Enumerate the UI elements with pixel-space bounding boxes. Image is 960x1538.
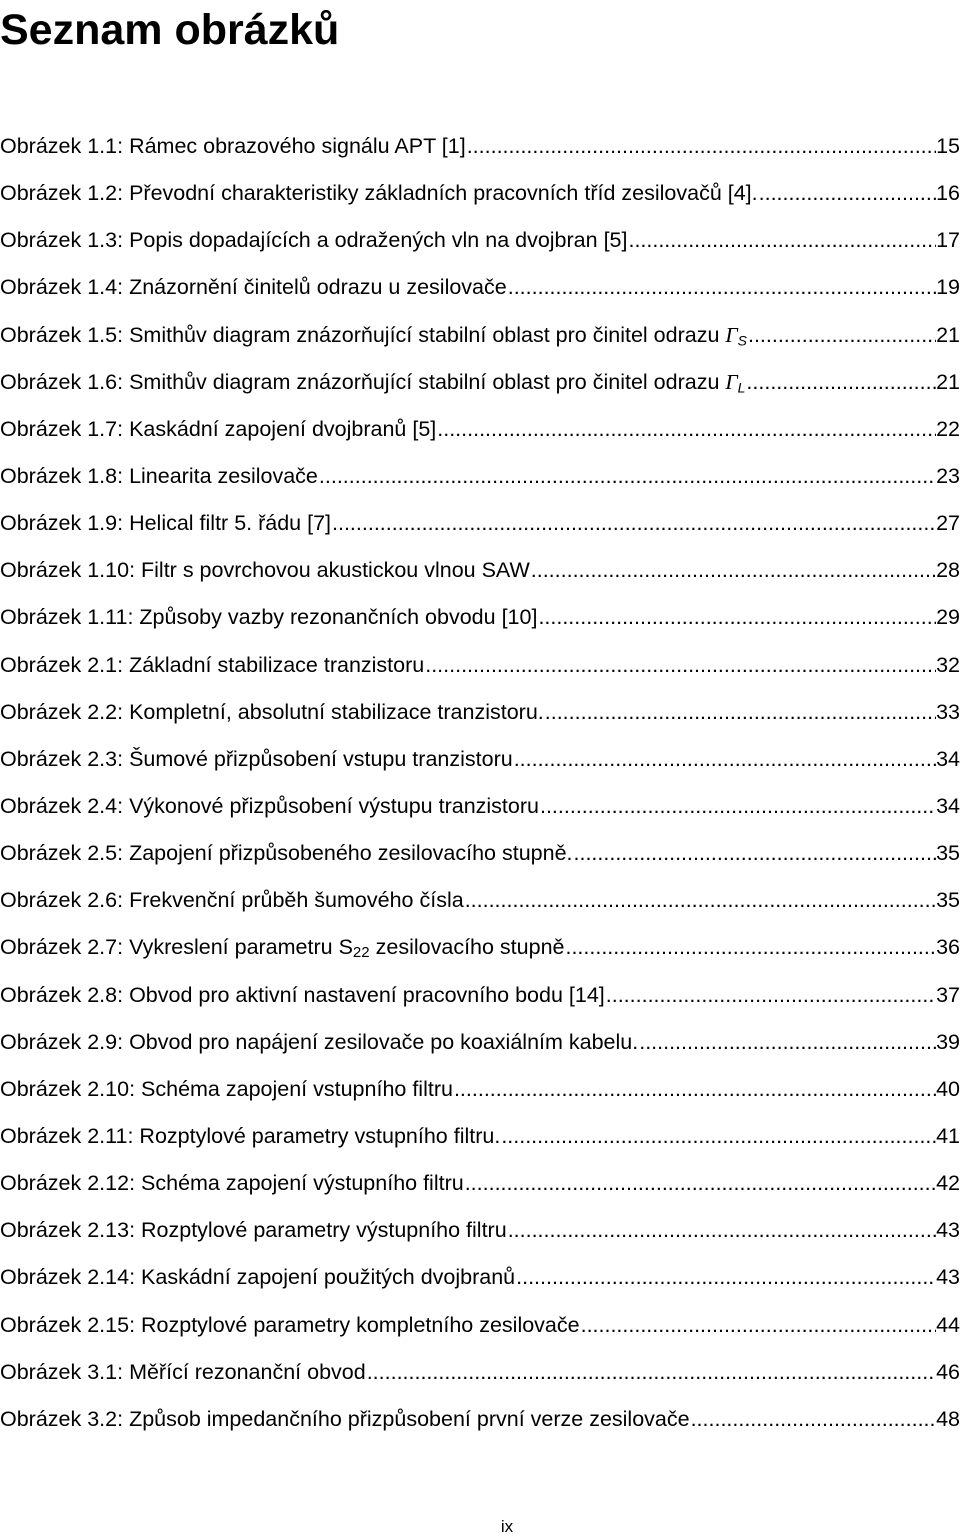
- page-number: ix: [500, 1517, 514, 1536]
- entry-label-text: Obrázek 2.7: Vykreslení parametru S: [0, 935, 353, 960]
- reflection-coefficient-symbol: Γ: [725, 322, 738, 347]
- entry-label-text: Obrázek 1.7: Kaskádní zapojení dvojbranů [5]: [0, 416, 437, 441]
- entry-label: [0, 830, 573, 877]
- entry-page-number: 39: [936, 1029, 960, 1054]
- toc-entry[interactable]: [0, 453, 960, 500]
- entry-label: [0, 689, 544, 736]
- entry-label-text: Obrázek 1.9: Helical filtr 5. řádu [7]: [0, 511, 332, 536]
- symbol-subscript: S: [737, 332, 747, 349]
- entry-label: [0, 877, 464, 924]
- entry-page-number: 28: [936, 558, 960, 583]
- entry-page-number: 41: [936, 1123, 960, 1148]
- entry-label-text: Obrázek 2.3: Šumové přizpůsobení vstupu tranzistoru: [0, 746, 513, 771]
- entry-label-text: Obrázek 2.12: Schéma zapojení výstupního filtru: [0, 1171, 464, 1196]
- toc-entry[interactable]: [0, 1207, 960, 1254]
- reflection-coefficient-symbol: Γ: [725, 369, 738, 394]
- entry-label-text: Obrázek 2.2: Kompletní, absolutní stabilizace tranzistoru.: [0, 699, 544, 724]
- entry-label: [0, 217, 627, 264]
- dot-leader: [691, 1396, 937, 1443]
- entry-page-number: 35: [936, 841, 960, 866]
- dot-leader: [437, 406, 936, 453]
- toc-entry[interactable]: [0, 1160, 960, 1207]
- dot-leader: [467, 123, 936, 170]
- entry-label: [0, 123, 466, 170]
- entry-label-text: Obrázek 2.14: Kaskádní zapojení použitých dvojbranů: [0, 1265, 516, 1290]
- entry-label: [0, 594, 537, 641]
- toc-entry[interactable]: [0, 170, 960, 217]
- entry-label: [0, 1207, 507, 1254]
- toc-entry[interactable]: [0, 783, 960, 830]
- entry-label: [0, 783, 539, 830]
- dot-leader: [545, 689, 936, 736]
- entry-label: [0, 1302, 580, 1349]
- entry-page-number: 16: [936, 181, 960, 206]
- entry-label: [0, 1113, 500, 1160]
- dot-leader: [465, 877, 936, 924]
- toc-entry[interactable]: [0, 972, 960, 1019]
- entry-label-text: Obrázek 1.4: Znázornění činitelů odrazu u zesilovače: [0, 275, 507, 300]
- entry-label: [0, 1396, 690, 1443]
- entry-page-number: 15: [936, 134, 960, 158]
- dot-leader: [606, 972, 936, 1019]
- toc-entry[interactable]: [0, 1349, 960, 1396]
- dot-leader: [628, 217, 936, 264]
- toc-entry[interactable]: [0, 1113, 960, 1160]
- toc-entry[interactable]: [0, 877, 960, 924]
- entry-label-text: Obrázek 3.2: Způsob impedančního přizpůsobení první verze zesilovače: [0, 1406, 690, 1431]
- toc-entry[interactable]: [0, 547, 960, 594]
- entry-page-number: 43: [936, 1218, 960, 1243]
- list-of-figures: [0, 123, 960, 1443]
- entry-label-text: Obrázek 2.6: Frekvenční průběh šumového čísla: [0, 888, 464, 913]
- entry-label: [0, 1019, 638, 1066]
- dot-leader: [367, 1349, 936, 1396]
- entry-label: [0, 1349, 366, 1396]
- entry-label: [0, 406, 436, 453]
- entry-label-continuation: zesilovacího stupně: [369, 935, 565, 960]
- symbol-subscript: L: [737, 379, 746, 396]
- dot-leader: [746, 359, 936, 406]
- toc-entry[interactable]: [0, 217, 960, 264]
- dot-leader: [565, 924, 936, 971]
- toc-entry[interactable]: [0, 264, 960, 311]
- entry-page-number: 23: [936, 463, 960, 488]
- toc-entry[interactable]: [0, 594, 960, 641]
- toc-entry[interactable]: [0, 1302, 960, 1349]
- entry-label-text: Obrázek 1.6: Smithův diagram znázorňující stabilní oblast pro činitel odrazu: [0, 369, 720, 394]
- entry-label-text: Obrázek 1.10: Filtr s povrchovou akustickou vlnou SAW: [0, 558, 530, 583]
- dot-leader: [759, 170, 936, 217]
- dot-leader: [465, 1160, 936, 1207]
- entry-page-number: 34: [936, 746, 960, 771]
- entry-label: [0, 972, 605, 1019]
- dot-leader: [639, 1019, 936, 1066]
- entry-label-text: Obrázek 1.11: Způsoby vazby rezonančních obvodu [10]: [0, 605, 538, 630]
- dot-leader: [574, 830, 937, 877]
- entry-page-number: 19: [936, 275, 960, 300]
- entry-page-number: 33: [936, 699, 960, 724]
- entry-label: [0, 736, 513, 783]
- toc-entry[interactable]: [0, 642, 960, 689]
- entry-label-text: Obrázek 1.5: Smithův diagram znázorňující stabilní oblast pro činitel odrazu: [0, 322, 720, 347]
- dot-leader: [319, 453, 936, 500]
- entry-page-number: 34: [936, 793, 960, 818]
- dot-leader: [454, 1066, 936, 1113]
- entry-label-text: Obrázek 2.5: Zapojení přizpůsobeného zesilovacího stupně.: [0, 841, 573, 866]
- dot-leader: [508, 1207, 936, 1254]
- entry-page-number: 36: [936, 935, 960, 960]
- entry-page-number: 27: [936, 511, 960, 536]
- entry-label: [0, 1066, 453, 1113]
- entry-page-number: 22: [936, 416, 960, 441]
- entry-page-number: 48: [936, 1406, 960, 1431]
- entry-label-text: Obrázek 2.4: Výkonové přizpůsobení výstupu tranzistoru: [0, 793, 539, 818]
- entry-label: [0, 359, 745, 411]
- toc-entry[interactable]: [0, 830, 960, 877]
- dot-leader: [501, 1113, 936, 1160]
- entry-label: [0, 264, 507, 311]
- dot-leader: [425, 642, 936, 689]
- entry-label: [0, 1254, 515, 1301]
- entry-label: [0, 1160, 464, 1207]
- dot-leader: [531, 547, 936, 594]
- page-title: Seznam obrázků: [0, 6, 340, 54]
- entry-page-number: 37: [936, 982, 960, 1007]
- entry-page-number: 40: [936, 1076, 960, 1101]
- entry-label: [0, 312, 747, 364]
- entry-label-text: Obrázek 2.15: Rozptylové parametry kompletního zesilovače: [0, 1312, 580, 1337]
- toc-entry[interactable]: [0, 500, 960, 547]
- entry-page-number: 17: [936, 228, 960, 253]
- entry-label: [0, 170, 758, 217]
- entry-label-text: Obrázek 2.1: Základní stabilizace tranzistoru: [0, 652, 425, 677]
- entry-label-text: Obrázek 2.8: Obvod pro aktivní nastavení pracovního bodu [14]: [0, 982, 605, 1007]
- dot-leader: [332, 500, 936, 547]
- entry-page-number: 32: [936, 652, 960, 677]
- entry-page-number: 35: [936, 888, 960, 913]
- entry-page-number: 21: [936, 322, 960, 347]
- entry-label-text: Obrázek 2.9: Obvod pro napájení zesilovače po koaxiálním kabelu.: [0, 1029, 639, 1054]
- toc-entry[interactable]: [0, 123, 960, 170]
- entry-label-text: Obrázek 2.11: Rozptylové parametry vstupního filtru.: [0, 1123, 501, 1148]
- entry-page-number: 43: [936, 1265, 960, 1290]
- entry-label: [0, 453, 318, 500]
- dot-leader: [538, 594, 936, 641]
- entry-page-number: 42: [936, 1171, 960, 1196]
- toc-entry[interactable]: [0, 1396, 960, 1443]
- toc-entry[interactable]: [0, 924, 960, 971]
- entry-label-text: Obrázek 2.10: Schéma zapojení vstupního filtru: [0, 1076, 453, 1101]
- entry-label-text: Obrázek 3.1: Měřící rezonanční obvod: [0, 1359, 366, 1384]
- toc-entry[interactable]: [0, 1254, 960, 1301]
- dot-leader: [581, 1302, 936, 1349]
- toc-entry[interactable]: [0, 736, 960, 783]
- entry-label: [0, 924, 564, 976]
- entry-label-text: Obrázek 2.13: Rozptylové parametry výstupního filtru: [0, 1218, 507, 1243]
- entry-label-subscript: 22: [352, 944, 370, 962]
- entry-label: [0, 547, 530, 594]
- dot-leader: [748, 312, 936, 359]
- dot-leader: [540, 783, 936, 830]
- dot-leader: [508, 264, 936, 311]
- entry-label-text: Obrázek 1.8: Linearita zesilovače: [0, 463, 318, 488]
- entry-page-number: 44: [936, 1312, 960, 1337]
- entry-label-text: Obrázek 1.2: Převodní charakteristiky základních pracovních tříd zesilovačů [4].: [0, 181, 758, 206]
- toc-entry[interactable]: [0, 1019, 960, 1066]
- entry-page-number: 29: [936, 605, 960, 630]
- toc-entry[interactable]: [0, 406, 960, 453]
- entry-label-text: Obrázek 1.1: Rámec obrazového signálu APT [1]: [0, 134, 466, 158]
- entry-page-number: 21: [936, 369, 960, 394]
- toc-entry[interactable]: [0, 1066, 960, 1113]
- toc-entry[interactable]: [0, 312, 960, 359]
- entry-page-number: 46: [936, 1359, 960, 1384]
- dot-leader: [516, 1254, 936, 1301]
- dot-leader: [514, 736, 936, 783]
- toc-entry[interactable]: [0, 689, 960, 736]
- toc-entry[interactable]: [0, 359, 960, 406]
- entry-label: [0, 500, 331, 547]
- entry-label-text: Obrázek 1.3: Popis dopadajících a odražených vln na dvojbran [5]: [0, 228, 628, 253]
- entry-label: [0, 642, 424, 689]
